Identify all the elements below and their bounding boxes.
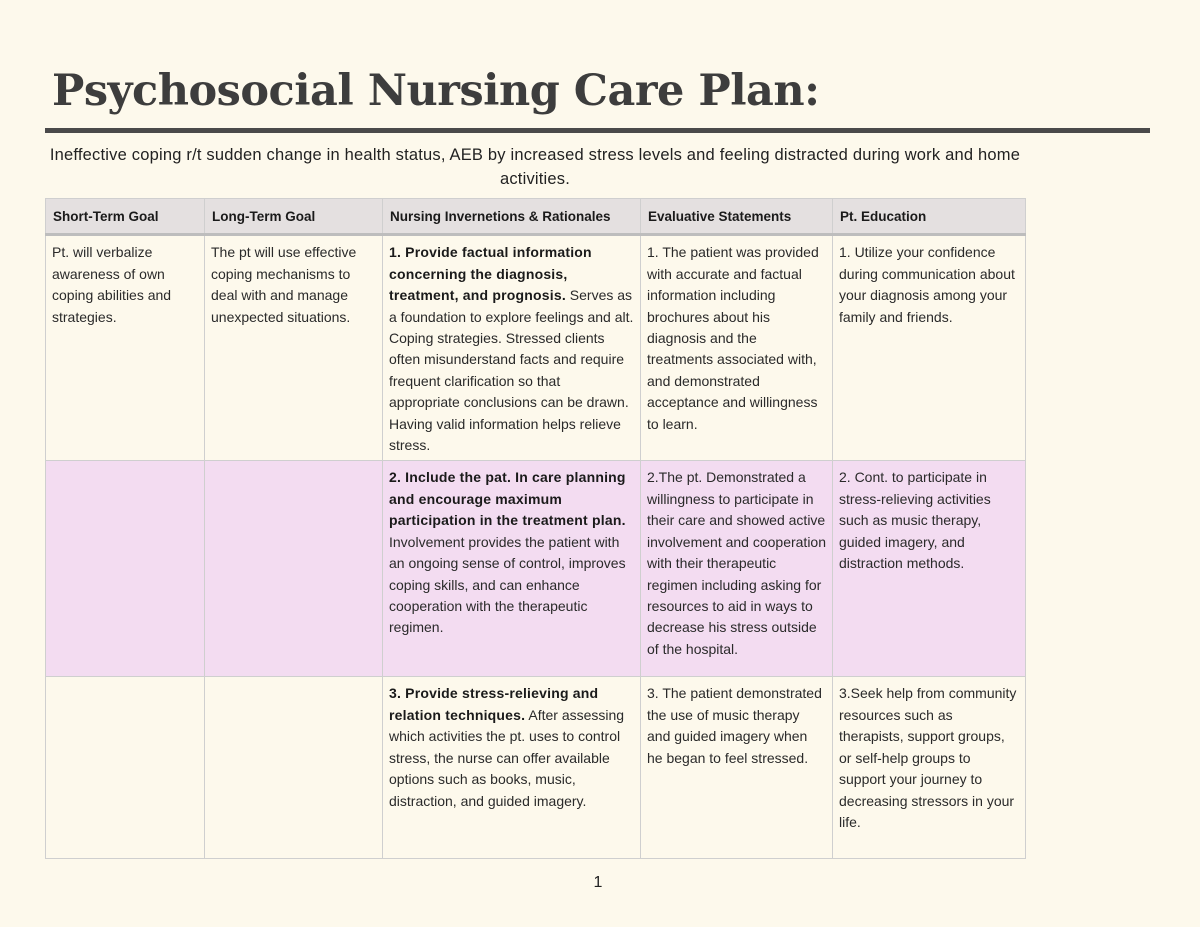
page-title: Psychosocial Nursing Care Plan: bbox=[52, 66, 820, 116]
table-row bbox=[46, 235, 1026, 461]
intervention-cell bbox=[383, 461, 641, 677]
header-evaluative-statements: Evaluative Statements bbox=[641, 199, 833, 235]
long-term-goal-cell bbox=[205, 461, 383, 677]
page-number: 1 bbox=[593, 874, 603, 891]
intervention-rationale: After assessing which activities the pt. uses to control stress, the nurse can offer available options such as books, music, distraction, and guided imagery. bbox=[389, 706, 625, 809]
title-divider bbox=[45, 128, 1150, 133]
header-pt-education: Pt. Education bbox=[833, 199, 1026, 235]
intervention-heading: 2. Include the pat. In care planning and encourage maximum participation in the treatment plan. bbox=[389, 469, 626, 529]
table-header-row bbox=[46, 199, 1026, 235]
nursing-diagnosis: Ineffective coping r/t sudden change in health status, AEB by increased stress levels and feeling distracted during work and home activities. bbox=[49, 146, 1021, 188]
intervention-heading: 1. Provide factual information concerning the diagnosis, treatment, and prognosis. bbox=[389, 244, 592, 304]
intervention-cell bbox=[383, 677, 641, 859]
intervention-rationale: Involvement provides the patient with an ongoing sense of control, improves coping skills, and can enhance cooperation with the therapeutic regimen. bbox=[389, 533, 626, 636]
education-cell: 2. Cont. to participate in stress-relieving activities such as music therapy, guided imagery, and distraction methods. bbox=[833, 461, 1026, 677]
short-term-goal-cell: Pt. will verbalize awareness of own coping abilities and strategies. bbox=[46, 235, 205, 461]
evaluative-cell: 1. The patient was provided with accurate and factual information including brochures about his diagnosis and the treatments associated with, and demonstrated acceptance and willingness to learn. bbox=[641, 235, 833, 461]
education-cell: 3.Seek help from community resources such as therapists, support groups, or self-help groups to support your journey to decreasing stressors in your life. bbox=[833, 677, 1026, 859]
table-row bbox=[46, 677, 1026, 859]
evaluative-cell: 3. The patient demonstrated the use of music therapy and guided imagery when he began to feel stressed. bbox=[641, 677, 833, 859]
education-cell: 1. Utilize your confidence during communication about your diagnosis among your family and friends. bbox=[833, 235, 1026, 461]
header-long-term-goal: Long-Term Goal bbox=[205, 199, 383, 235]
short-term-goal-cell bbox=[46, 461, 205, 677]
header-short-term-goal: Short-Term Goal bbox=[46, 199, 205, 235]
evaluative-cell: 2.The pt. Demonstrated a willingness to participate in their care and showed active involvement and cooperation with their therapeutic regimen including asking for resources to aid in ways to decrease his stress outside of the hospital. bbox=[641, 461, 833, 677]
intervention-heading: 3. Provide stress-relieving and relation techniques. bbox=[389, 685, 599, 723]
intervention-rationale: Serves as a foundation to explore feelings and alt. Coping strategies. Stressed clients often misunderstand facts and require frequent clarification so that appropriate conclusions can be drawn. Having valid information helps relieve stress. bbox=[389, 287, 634, 454]
long-term-goal-cell bbox=[205, 677, 383, 859]
long-term-goal-cell: The pt will use effective coping mechanisms to deal with and manage unexpected situations. bbox=[205, 235, 383, 461]
intervention-cell bbox=[383, 235, 641, 461]
short-term-goal-cell bbox=[46, 677, 205, 859]
care-plan-table bbox=[45, 198, 1026, 859]
header-interventions: Nursing Invernetions & Rationales bbox=[383, 199, 641, 235]
table-row bbox=[46, 461, 1026, 677]
